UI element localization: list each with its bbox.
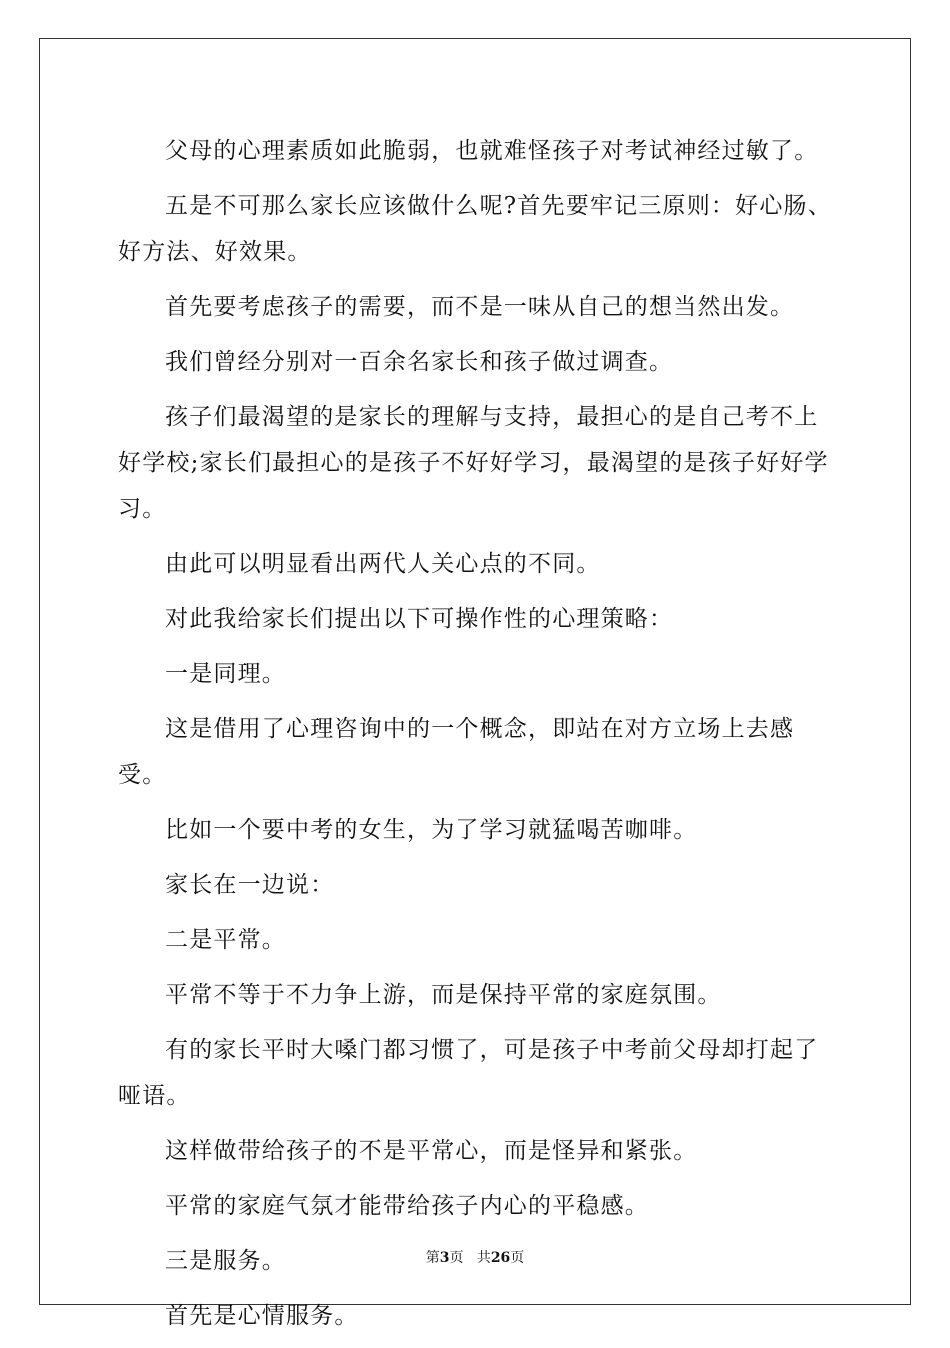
page-unit: 页 [449, 1250, 464, 1266]
paragraph: 我们曾经分别对一百余名家长和孩子做过调查。 [165, 349, 674, 375]
paragraph: 父母的心理素质如此脆弱，也就难怪孩子对考试神经过敏了。 [165, 138, 819, 164]
paragraph: 孩子们最渴望的是家长的理解与支持，最担心的是自己考不上好学校;家长们最担心的是孩子不好好学习，最渴望的是孩子好好学习。 [118, 404, 829, 522]
paragraph: 有的家长平时大嗓门都习惯了，可是孩子中考前父母却打起了哑语。 [118, 1037, 819, 1109]
total-unit: 页 [510, 1250, 525, 1266]
paragraph: 平常的家庭气氛才能带给孩子内心的平稳感。 [165, 1193, 649, 1219]
paragraph: 家长在一边说： [165, 872, 335, 898]
page-total: 26 [490, 1250, 511, 1266]
page-footer [0, 1249, 950, 1267]
paragraph: 一是同理。 [165, 661, 286, 687]
paragraph: 二是平常。 [165, 927, 286, 953]
paragraph: 对此我给家长们提出以下可操作性的心理策略： [165, 606, 674, 632]
paragraph: 平常不等于不力争上游，而是保持平常的家庭氛围。 [165, 982, 722, 1008]
document-body [118, 128, 838, 1348]
total-prefix: 共 [476, 1250, 491, 1266]
paragraph: 首先要考虑孩子的需要，而不是一味从自己的想当然出发。 [165, 294, 795, 320]
paragraph: 比如一个要中考的女生，为了学习就猛喝苦咖啡。 [165, 817, 698, 843]
paragraph: 首先是心情服务。 [165, 1303, 359, 1329]
paragraph: 这是借用了心理咨询中的一个概念，即站在对方立场上去感受。 [118, 716, 795, 788]
paragraph: 这样做带给孩子的不是平常心，而是怪异和紧张。 [165, 1138, 698, 1164]
page-current: 3 [439, 1250, 450, 1266]
paragraph: 三是服务。 [165, 1248, 286, 1274]
page-prefix: 第 [425, 1250, 440, 1266]
paragraph: 由此可以明显看出两代人关心点的不同。 [165, 551, 601, 577]
paragraph: 五是不可那么家长应该做什么呢?首先要牢记三原则：好心肠、好方法、好效果。 [118, 193, 832, 265]
